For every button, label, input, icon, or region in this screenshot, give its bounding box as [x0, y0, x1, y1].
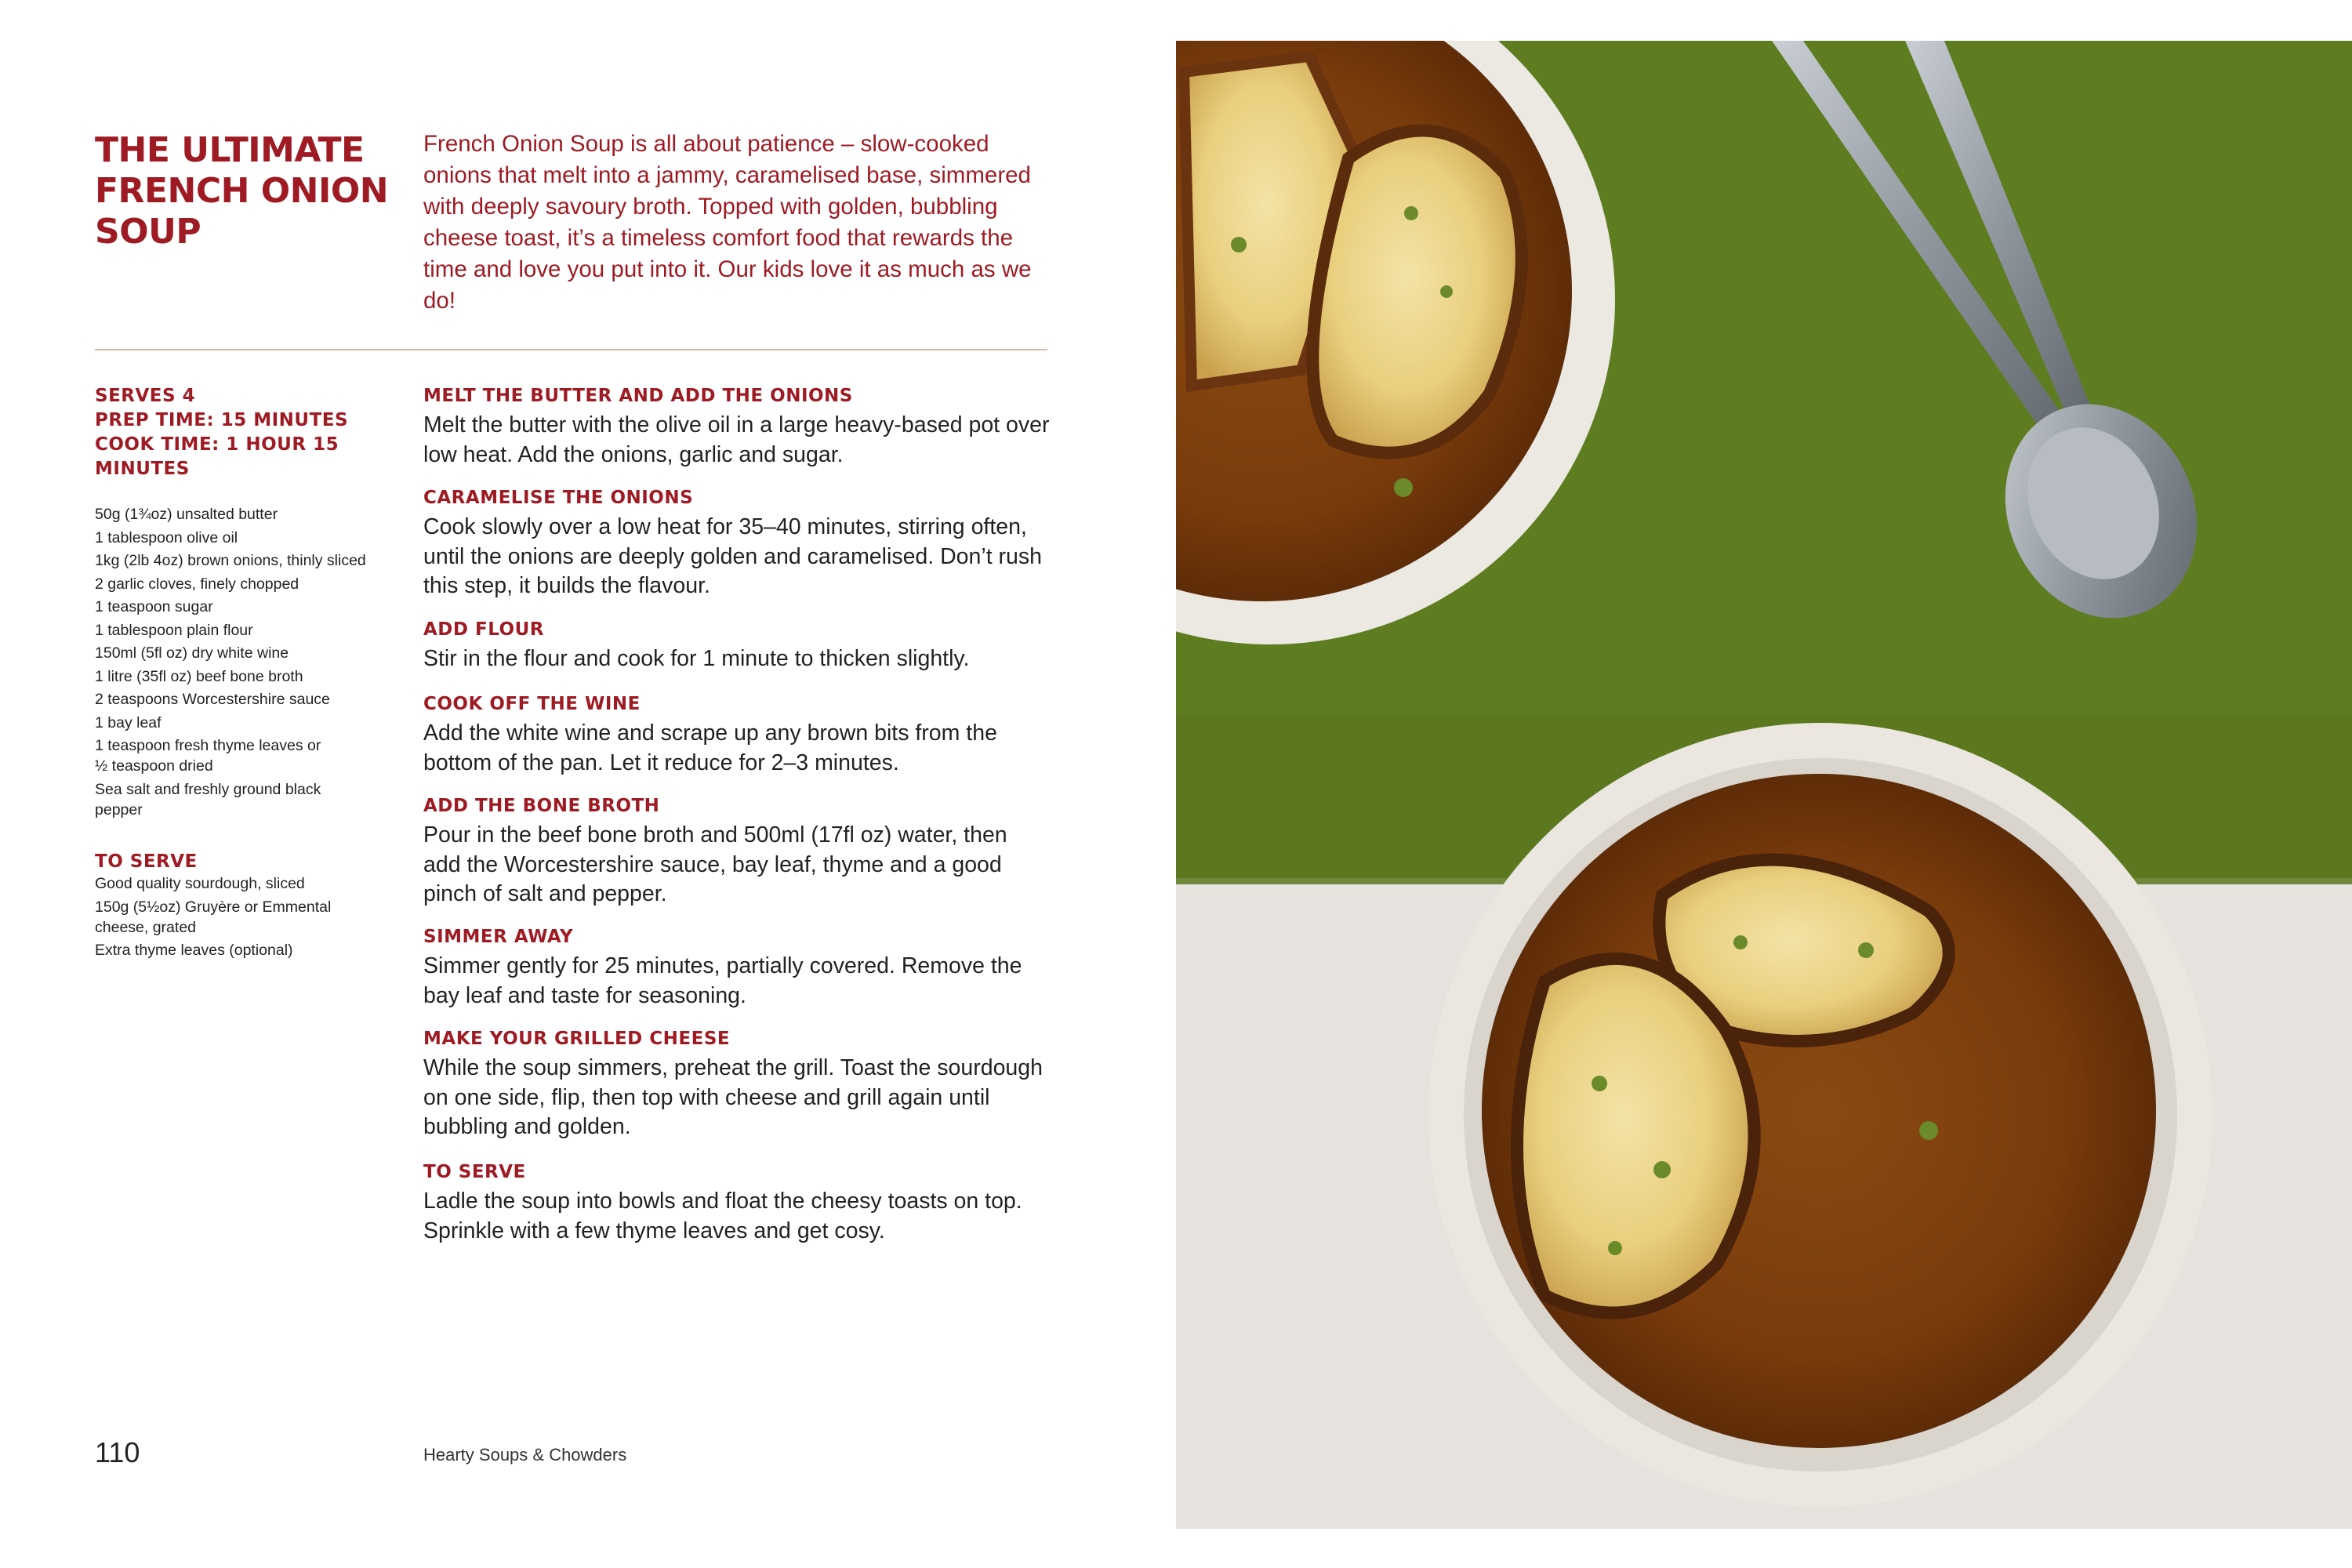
ingredient-item: 1 bay leaf — [95, 713, 162, 731]
section-label: Hearty Soups & Chowders — [423, 1445, 627, 1465]
step — [423, 486, 1051, 601]
ingredient-list — [95, 504, 401, 822]
step-text: Add the white wine and scrape up any brown bits from the bottom of the pan. Let it reduce for 2–3 minutes. — [423, 720, 997, 775]
step-heading: ADD FLOUR — [423, 619, 544, 640]
ingredient-item: 1kg (2lb 4oz) brown onions, thinly sliced — [95, 552, 366, 569]
to-serve-list — [95, 873, 401, 964]
step — [423, 384, 1051, 470]
ingredient-item: 1 tablespoon olive oil — [95, 528, 238, 546]
serves-label: SERVES 4 — [95, 386, 196, 406]
step — [423, 1160, 1051, 1246]
ingredient-item: 1 litre (35fl oz) beef bone broth — [95, 667, 303, 685]
divider — [95, 349, 1047, 350]
step-text: Pour in the beef bone broth and 500ml (17fl oz) water, then add the Worcestershire sauce, bay leaf, thyme and a good pinch of salt and pepper. — [423, 822, 1007, 906]
cook-time-label: COOK TIME: 1 HOUR 15 MINUTES — [95, 434, 339, 479]
ingredient-item: 150ml (5fl oz) dry white wine — [95, 644, 289, 662]
ingredient-item: 50g (1¾oz) unsalted butter — [95, 506, 278, 523]
step-heading: COOK OFF THE WINE — [423, 694, 641, 714]
to-serve-heading: TO SERVE — [95, 851, 198, 872]
recipe-intro: French Onion Soup is all about patience – slow-cooked onions that melt into a jammy, caramelised base, simmered with deeply savoury broth. Topped with golden, bubbling cheese toast, it’s a timeless comfort food that rewards the time and love you put into it. Our kids love it as much as we do! — [423, 131, 1032, 314]
ingredient-item: Sea salt and freshly ground black pepper — [95, 780, 321, 818]
step-heading: MELT THE BUTTER AND ADD THE ONIONS — [423, 386, 853, 406]
step — [423, 794, 1051, 909]
recipe-title: THE ULTIMATE FRENCH ONION SOUP — [95, 130, 389, 252]
step-text: While the soup simmers, preheat the grill. Toast the sourdough on one side, flip, then top with cheese and grill again until bubbling and golden. — [423, 1055, 1043, 1139]
step — [423, 618, 1051, 674]
prep-time-label: PREP TIME: 15 MINUTES — [95, 410, 349, 430]
ingredient-item: 2 garlic cloves, finely chopped — [95, 575, 299, 593]
page-number: 110 — [95, 1436, 140, 1468]
serve-item: Good quality sourdough, sliced — [95, 875, 305, 892]
serve-item: Extra thyme leaves (optional) — [95, 942, 293, 959]
serve-item: 150g (5½oz) Gruyère or Emmental cheese, grated — [95, 898, 332, 936]
step-text: Stir in the flour and cook for 1 minute to thicken slightly. — [423, 646, 970, 671]
step-heading: ADD THE BONE BROTH — [423, 796, 660, 816]
step-heading: SIMMER AWAY — [423, 927, 574, 947]
step-text: Cook slowly over a low heat for 35–40 minutes, stirring often, until the onions are deeply golden and caramelised. Don’t rush this step, it builds the flavour. — [423, 514, 1042, 598]
ingredient-item: 2 teaspoons Worcestershire sauce — [95, 691, 330, 708]
step — [423, 1027, 1051, 1142]
ingredient-item: 1 tablespoon plain flour — [95, 621, 253, 639]
bottom-bowl — [1428, 723, 2212, 1507]
step — [423, 925, 1051, 1011]
step-heading: TO SERVE — [423, 1162, 526, 1182]
recipe-info — [95, 384, 393, 481]
ingredient-item: 1 teaspoon sugar — [95, 598, 213, 615]
soup-photo — [1176, 41, 2352, 1529]
step-heading: CARAMELISE THE ONIONS — [423, 488, 694, 508]
step-heading: MAKE YOUR GRILLED CHEESE — [423, 1029, 731, 1049]
step-text: Ladle the soup into bowls and float the cheesy toasts on top. Sprinkle with a few thyme leaves and get cosy. — [423, 1189, 1022, 1243]
step-text: Melt the butter with the olive oil in a large heavy-based pot over low heat. Add the onions, garlic and sugar. — [423, 412, 1050, 467]
step-text: Simmer gently for 25 minutes, partially covered. Remove the bay leaf and taste for seasoning. — [423, 953, 1022, 1008]
ingredient-item: 1 teaspoon fresh thyme leaves or ½ teaspoon dried — [95, 737, 321, 775]
step — [423, 692, 1051, 778]
